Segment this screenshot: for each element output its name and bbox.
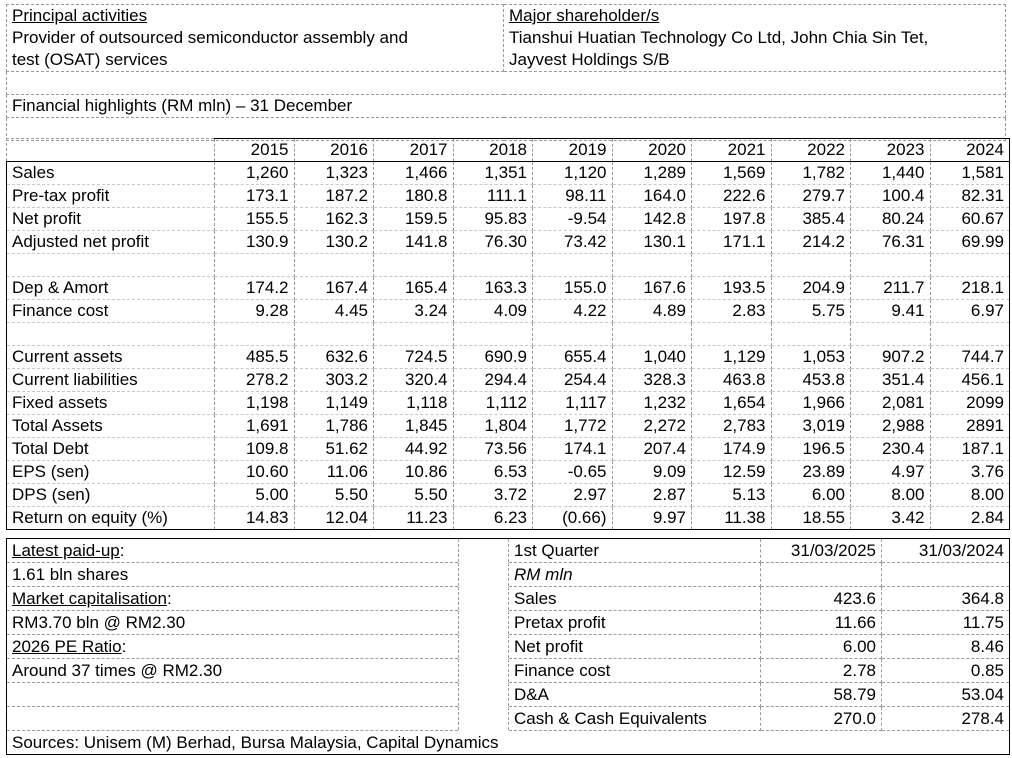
quarter-row-v1: 270.0 xyxy=(761,707,882,731)
row-value: 10.86 xyxy=(374,461,454,484)
row-value: 163.3 xyxy=(453,277,533,300)
year-header: 2020 xyxy=(612,139,692,162)
year-header: 2024 xyxy=(930,139,1010,162)
row-label: Current assets xyxy=(7,346,215,369)
row-value: 173.1 xyxy=(215,185,295,208)
row-value: 164.0 xyxy=(612,185,692,208)
quarter-row-label: Cash & Cash Equivalents xyxy=(509,707,761,731)
row-value: 1,845 xyxy=(374,415,454,438)
row-label: Adjusted net profit xyxy=(7,231,215,254)
quarter-row-v1: 11.66 xyxy=(761,611,882,635)
row-value: 193.5 xyxy=(692,277,772,300)
principal-activities-line2: test (OSAT) services xyxy=(12,50,168,69)
row-value: 2099 xyxy=(930,392,1010,415)
row-label: Net profit xyxy=(7,208,215,231)
major-shareholders-line1: Tianshui Huatian Technology Co Ltd, John Chia Sin Tet, xyxy=(509,28,929,47)
row-value: 4.89 xyxy=(612,300,692,323)
row-value: 162.3 xyxy=(294,208,374,231)
row-value: 1,053 xyxy=(771,346,851,369)
year-header: 2016 xyxy=(294,139,374,162)
header-corner xyxy=(7,139,215,162)
pe-value: Around 37 times @ RM2.30 xyxy=(7,659,459,683)
table-row xyxy=(7,392,1010,415)
row-value: 171.1 xyxy=(692,231,772,254)
row-value: 11.06 xyxy=(294,461,374,484)
row-value: 1,323 xyxy=(294,162,374,185)
spacer-row xyxy=(7,323,1010,346)
row-value: 5.75 xyxy=(771,300,851,323)
row-value: 463.8 xyxy=(692,369,772,392)
row-value: 82.31 xyxy=(930,185,1010,208)
row-value: 4.22 xyxy=(533,300,613,323)
row-value: 3.24 xyxy=(374,300,454,323)
table-row xyxy=(7,162,1010,185)
row-value: 1,040 xyxy=(612,346,692,369)
spacer-row xyxy=(7,254,1010,277)
quarter-row-v2: 11.75 xyxy=(882,611,1010,635)
mcap-value: RM3.70 bln @ RM2.30 xyxy=(7,611,459,635)
quarter-row-v2: 364.8 xyxy=(882,587,1010,611)
row-value: 2.87 xyxy=(612,484,692,507)
row-value: 456.1 xyxy=(930,369,1010,392)
table-row xyxy=(7,231,1010,254)
row-value: 328.3 xyxy=(612,369,692,392)
row-value: 76.30 xyxy=(453,231,533,254)
row-value: 211.7 xyxy=(851,277,931,300)
quarter-row-label: Pretax profit xyxy=(509,611,761,635)
row-value: 294.4 xyxy=(453,369,533,392)
row-value: 1,112 xyxy=(453,392,533,415)
row-value: 69.99 xyxy=(930,231,1010,254)
financial-highlights-title: Financial highlights (RM mln) – 31 December xyxy=(7,95,1006,118)
row-value: 1,129 xyxy=(692,346,772,369)
row-value: 155.0 xyxy=(533,277,613,300)
pe-label: 2026 PE Ratio xyxy=(12,637,122,656)
principal-activities-cell xyxy=(7,5,504,72)
row-value: 73.56 xyxy=(453,438,533,461)
row-value: 1,289 xyxy=(612,162,692,185)
paidup-label: Latest paid-up xyxy=(12,541,120,560)
paidup-value: 1.61 bln shares xyxy=(7,563,459,587)
pe-label-cell: 2026 PE Ratio: xyxy=(7,635,459,659)
row-value: 12.59 xyxy=(692,461,772,484)
row-value: 385.4 xyxy=(771,208,851,231)
row-value: 222.6 xyxy=(692,185,772,208)
row-value: 207.4 xyxy=(612,438,692,461)
row-value: 1,351 xyxy=(453,162,533,185)
row-value: 1,966 xyxy=(771,392,851,415)
year-header: 2021 xyxy=(692,139,772,162)
table-row xyxy=(7,300,1010,323)
row-value: 204.9 xyxy=(771,277,851,300)
row-value: 2,783 xyxy=(692,415,772,438)
row-value: 100.4 xyxy=(851,185,931,208)
row-value: 3,019 xyxy=(771,415,851,438)
row-value: 98.11 xyxy=(533,185,613,208)
row-value: 690.9 xyxy=(453,346,533,369)
quarter-row-v2: 278.4 xyxy=(882,707,1010,731)
row-value: 2891 xyxy=(930,415,1010,438)
row-value: 1,569 xyxy=(692,162,772,185)
row-value: 9.28 xyxy=(215,300,295,323)
table-row xyxy=(7,438,1010,461)
major-shareholders-cell xyxy=(504,5,1006,72)
row-label: DPS (sen) xyxy=(7,484,215,507)
row-value: 351.4 xyxy=(851,369,931,392)
table-row xyxy=(7,369,1010,392)
row-value: 174.2 xyxy=(215,277,295,300)
row-value: 5.13 xyxy=(692,484,772,507)
row-value: 278.2 xyxy=(215,369,295,392)
row-value: 12.04 xyxy=(294,507,374,530)
row-value: 4.97 xyxy=(851,461,931,484)
table-row xyxy=(7,346,1010,369)
table-row xyxy=(7,484,1010,507)
row-value: 6.00 xyxy=(771,484,851,507)
row-value: 130.2 xyxy=(294,231,374,254)
quarter-row-label: Sales xyxy=(509,587,761,611)
principal-activities-line1: Provider of outsourced semiconductor assembly and xyxy=(12,28,408,47)
row-value: 8.00 xyxy=(930,484,1010,507)
row-value: 8.00 xyxy=(851,484,931,507)
row-label: Finance cost xyxy=(7,300,215,323)
mcap-label: Market capitalisation xyxy=(12,589,167,608)
table-row xyxy=(7,415,1010,438)
row-value: 2.97 xyxy=(533,484,613,507)
row-value: 44.92 xyxy=(374,438,454,461)
quarter-row-v2: 53.04 xyxy=(882,683,1010,707)
row-value: 279.7 xyxy=(771,185,851,208)
row-value: 6.97 xyxy=(930,300,1010,323)
row-value: 80.24 xyxy=(851,208,931,231)
row-label: Total Assets xyxy=(7,415,215,438)
row-value: 1,440 xyxy=(851,162,931,185)
row-value: 1,118 xyxy=(374,392,454,415)
company-info-box xyxy=(6,4,1006,141)
row-value: 141.8 xyxy=(374,231,454,254)
row-value: 11.23 xyxy=(374,507,454,530)
row-value: 130.9 xyxy=(215,231,295,254)
row-value: 95.83 xyxy=(453,208,533,231)
quarter-row-v2: 0.85 xyxy=(882,659,1010,683)
row-value: 9.09 xyxy=(612,461,692,484)
row-value: 111.1 xyxy=(453,185,533,208)
row-value: 180.8 xyxy=(374,185,454,208)
row-value: 159.5 xyxy=(374,208,454,231)
row-value: 3.72 xyxy=(453,484,533,507)
year-header: 2018 xyxy=(453,139,533,162)
quarter-col2-header: 31/03/2024 xyxy=(882,539,1010,563)
sources-note: Sources: Unisem (M) Berhad, Bursa Malaysia, Capital Dynamics xyxy=(7,731,1010,755)
row-label: Current liabilities xyxy=(7,369,215,392)
row-value: 23.89 xyxy=(771,461,851,484)
row-value: 1,772 xyxy=(533,415,613,438)
row-value: 142.8 xyxy=(612,208,692,231)
row-value: 1,149 xyxy=(294,392,374,415)
row-value: 11.38 xyxy=(692,507,772,530)
row-value: 1,804 xyxy=(453,415,533,438)
row-value: 6.23 xyxy=(453,507,533,530)
row-value: 60.67 xyxy=(930,208,1010,231)
row-value: 485.5 xyxy=(215,346,295,369)
row-value: 197.8 xyxy=(692,208,772,231)
year-header: 2017 xyxy=(374,139,454,162)
row-value: 303.2 xyxy=(294,369,374,392)
row-value: 1,691 xyxy=(215,415,295,438)
major-shareholders-label: Major shareholder/s xyxy=(509,6,660,25)
row-value: 155.5 xyxy=(215,208,295,231)
row-value: 130.1 xyxy=(612,231,692,254)
year-header-row xyxy=(7,139,1010,162)
major-shareholders-line2: Jayvest Holdings S/B xyxy=(509,50,670,69)
row-value: 218.1 xyxy=(930,277,1010,300)
table-row xyxy=(7,208,1010,231)
row-value: 187.2 xyxy=(294,185,374,208)
row-value: 2.84 xyxy=(930,507,1010,530)
row-value: 73.42 xyxy=(533,231,613,254)
row-value: 187.1 xyxy=(930,438,1010,461)
row-value: 6.53 xyxy=(453,461,533,484)
year-header: 2022 xyxy=(771,139,851,162)
row-value: 5.50 xyxy=(374,484,454,507)
row-value: 14.83 xyxy=(215,507,295,530)
table-row xyxy=(7,507,1010,530)
mcap-label-cell: Market capitalisation: xyxy=(7,587,459,611)
row-value: 5.50 xyxy=(294,484,374,507)
row-value: 18.55 xyxy=(771,507,851,530)
row-value: 1,232 xyxy=(612,392,692,415)
row-value: 2.83 xyxy=(692,300,772,323)
year-header: 2023 xyxy=(851,139,931,162)
row-value: -0.65 xyxy=(533,461,613,484)
row-value: 254.4 xyxy=(533,369,613,392)
row-value: 2,272 xyxy=(612,415,692,438)
row-label: Sales xyxy=(7,162,215,185)
row-value: 453.8 xyxy=(771,369,851,392)
row-label: Fixed assets xyxy=(7,392,215,415)
financial-highlights-table xyxy=(6,138,1010,530)
row-value: 3.76 xyxy=(930,461,1010,484)
quarter-title: 1st Quarter xyxy=(509,539,761,563)
row-value: 1,581 xyxy=(930,162,1010,185)
row-value: 9.41 xyxy=(851,300,931,323)
row-label: Pre-tax profit xyxy=(7,185,215,208)
row-value: 1,117 xyxy=(533,392,613,415)
row-label: Dep & Amort xyxy=(7,277,215,300)
principal-activities-label: Principal activities xyxy=(12,6,148,25)
market-and-quarter-box xyxy=(6,538,1010,755)
quarter-row-v2: 8.46 xyxy=(882,635,1010,659)
table-row xyxy=(7,461,1010,484)
row-value: 4.45 xyxy=(294,300,374,323)
row-value: 1,120 xyxy=(533,162,613,185)
row-value: 1,782 xyxy=(771,162,851,185)
row-label: Return on equity (%) xyxy=(7,507,215,530)
row-value: 109.8 xyxy=(215,438,295,461)
year-header: 2019 xyxy=(533,139,613,162)
row-value: 174.1 xyxy=(533,438,613,461)
row-value: 724.5 xyxy=(374,346,454,369)
row-label: EPS (sen) xyxy=(7,461,215,484)
row-value: 1,786 xyxy=(294,415,374,438)
row-value: 51.62 xyxy=(294,438,374,461)
row-value: 1,260 xyxy=(215,162,295,185)
row-value: 165.4 xyxy=(374,277,454,300)
row-value: 174.9 xyxy=(692,438,772,461)
row-value: 632.6 xyxy=(294,346,374,369)
quarter-unit: RM mln xyxy=(509,563,761,587)
quarter-row-label: Finance cost xyxy=(509,659,761,683)
row-value: 196.5 xyxy=(771,438,851,461)
row-value: 1,466 xyxy=(374,162,454,185)
row-value: 9.97 xyxy=(612,507,692,530)
row-value: 1,654 xyxy=(692,392,772,415)
row-value: 167.6 xyxy=(612,277,692,300)
quarter-row-v1: 58.79 xyxy=(761,683,882,707)
row-value: 76.31 xyxy=(851,231,931,254)
row-value: 10.60 xyxy=(215,461,295,484)
quarter-row-v1: 6.00 xyxy=(761,635,882,659)
row-value: 214.2 xyxy=(771,231,851,254)
row-value: 2,988 xyxy=(851,415,931,438)
table-row xyxy=(7,277,1010,300)
row-value: 320.4 xyxy=(374,369,454,392)
paidup-label-cell: Latest paid-up: xyxy=(7,539,459,563)
row-value: (0.66) xyxy=(533,507,613,530)
row-value: 907.2 xyxy=(851,346,931,369)
quarter-row-label: Net profit xyxy=(509,635,761,659)
row-value: 1,198 xyxy=(215,392,295,415)
table-row xyxy=(7,185,1010,208)
row-value: -9.54 xyxy=(533,208,613,231)
row-value: 5.00 xyxy=(215,484,295,507)
row-value: 230.4 xyxy=(851,438,931,461)
row-value: 167.4 xyxy=(294,277,374,300)
row-value: 655.4 xyxy=(533,346,613,369)
row-value: 2,081 xyxy=(851,392,931,415)
row-value: 3.42 xyxy=(851,507,931,530)
quarter-row-label: D&A xyxy=(509,683,761,707)
quarter-col1-header: 31/03/2025 xyxy=(761,539,882,563)
quarter-row-v1: 2.78 xyxy=(761,659,882,683)
year-header: 2015 xyxy=(215,139,295,162)
row-value: 744.7 xyxy=(930,346,1010,369)
spacer-row xyxy=(7,72,1006,95)
row-value: 4.09 xyxy=(453,300,533,323)
quarter-row-v1: 423.6 xyxy=(761,587,882,611)
row-label: Total Debt xyxy=(7,438,215,461)
